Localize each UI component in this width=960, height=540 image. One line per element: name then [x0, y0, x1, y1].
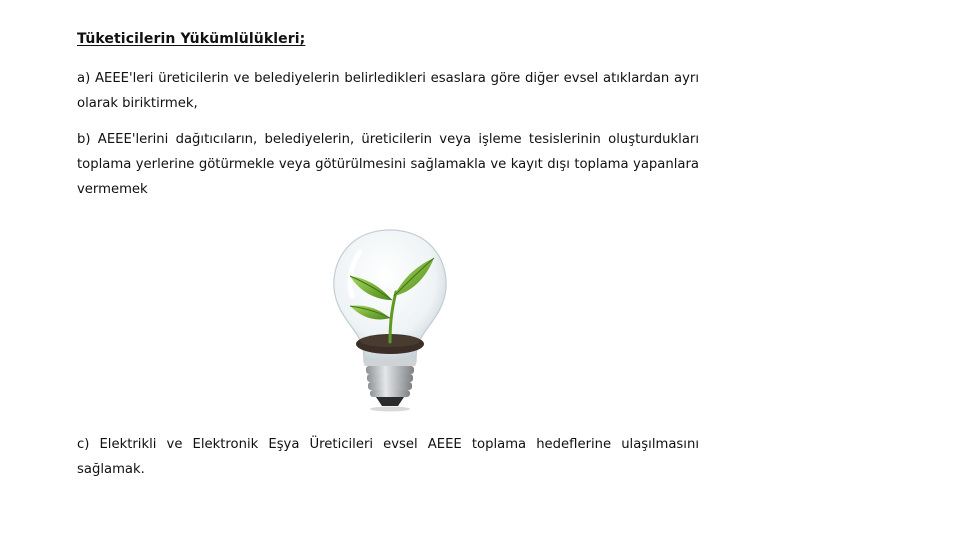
lightbulb-sprout-image: [320, 222, 460, 412]
paragraph-c: c) Elektrikli ve Elektronik Eşya Üreticileri evsel AEEE toplama hedeflerine ulaşılmasını sağlamak.: [77, 437, 699, 477]
lightbulb-sprout-icon: [320, 222, 460, 412]
section-heading: Tüketicilerin Yükümlülükleri;: [77, 31, 306, 47]
paragraph-b: b) AEEE'lerini dağıtıcıların, belediyelerin, üreticilerin veya işleme tesislerinin oluşturdukları toplama yerlerine götürmekle veya götürülmesini sağlamakla ve kayıt dışı toplama yapanlara vermemek: [77, 132, 699, 197]
bulb-base: [366, 366, 414, 406]
paragraph-a: a) AEEE'leri üreticilerin ve belediyelerin belirledikleri esaslara göre diğer evsel atıklardan ayrı olarak biriktirmek,: [77, 71, 699, 111]
